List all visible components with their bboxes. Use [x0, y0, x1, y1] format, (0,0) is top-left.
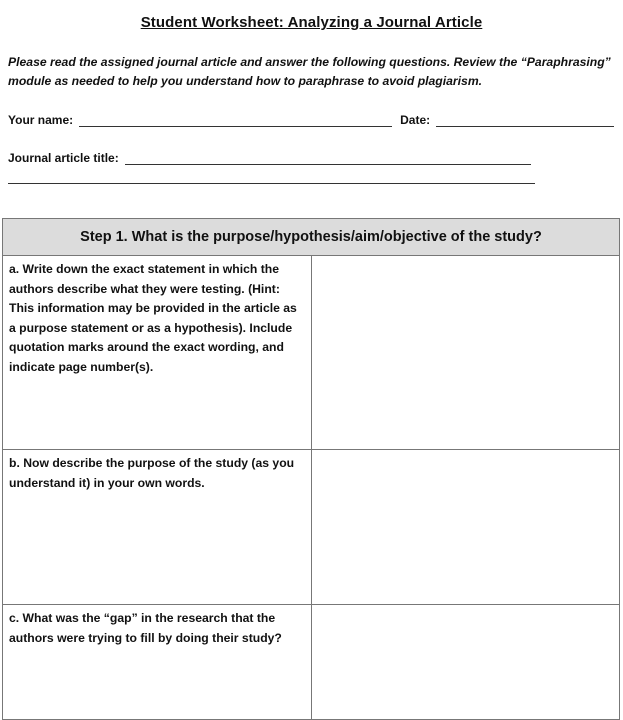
date-label: Date:: [400, 113, 431, 127]
question-a: a. Write down the exact statement in which the authors describe what they were testing. (Hint: This information may be provided in the article as a purpose statement or as a hypothesis). Include quotation marks around the exact wording, and indicate page number(s).: [3, 256, 312, 450]
instructions-paragraph: Please read the assigned journal article and answer the following questions. Review the “Paraphrasing” module as needed to help you understand how to paraphrase to avoid plagiarism.: [8, 55, 611, 88]
name-label: Your name:: [8, 113, 74, 127]
step1-heading: Step 1. What is the purpose/hypothesis/aim/objective of the study?: [3, 219, 620, 256]
name-field[interactable]: [79, 114, 392, 127]
article-title-label: Journal article title:: [8, 151, 119, 165]
table-row: [3, 605, 620, 720]
date-field[interactable]: [436, 114, 614, 127]
question-c: c. What was the “gap” in the research that the authors were trying to fill by doing their study?: [3, 605, 312, 720]
question-b: b. Now describe the purpose of the study (as you understand it) in your own words.: [3, 450, 312, 605]
table-row: [3, 256, 620, 450]
answer-a-cell[interactable]: [311, 256, 620, 450]
article-title-row: [8, 151, 531, 165]
step1-table: [2, 218, 620, 720]
article-title-field[interactable]: [125, 152, 531, 165]
name-date-row: [8, 113, 614, 127]
worksheet-title: Student Worksheet: Analyzing a Journal Article: [140, 14, 483, 31]
table-row: [3, 450, 620, 605]
answer-b-cell[interactable]: [311, 450, 620, 605]
answer-c-cell[interactable]: [311, 605, 620, 720]
article-title-field-continued[interactable]: [8, 183, 535, 184]
